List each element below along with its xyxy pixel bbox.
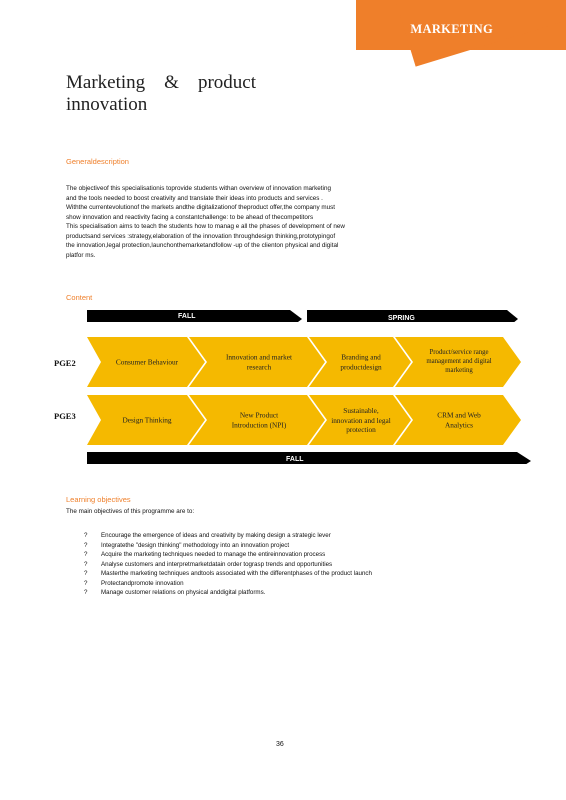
step-range-management-digital-marketing: Product/service range management and digital marketing [426, 348, 492, 374]
bullet-icon: ? [84, 551, 88, 558]
description-line: the innovation,legal protection,launchonthemarketandfollow -up of the clienton physical and digital [66, 242, 339, 249]
description-line: and the tools needed to boost creativity and translate their ideas into products and services . [66, 194, 323, 202]
description-line: productsand services :strategy,elaboration of the innovation throughdesign thinking,prototypingof [66, 232, 336, 240]
learning-objectives-heading: Learning objectives [66, 495, 131, 504]
learning-objectives-intro: The main objectives of this programme are to: [66, 508, 195, 515]
list-item: ? Integratethe "design thinking" methodology into an innovation project [84, 541, 290, 549]
page-number: 36 [276, 741, 284, 748]
content-heading: Content [66, 293, 93, 302]
step-innovation-market-research: Innovation and market research [225, 352, 293, 371]
bullet-icon: ? [84, 579, 88, 587]
bottom-fall-bar [87, 450, 532, 464]
step-new-product-introduction: New Product Introduction (NPI) [231, 410, 287, 429]
bullet-icon: ? [84, 560, 88, 568]
bottom-fall-label: FALL [286, 456, 304, 463]
step-branding-product-design: Branding and productdesign [340, 352, 382, 371]
list-item: ? Analyse customers and interpretmarketdatain order tograsp trends and opportunities [84, 560, 333, 568]
page-title [66, 72, 256, 116]
page-title-line-1: Marketing & product [66, 72, 256, 93]
list-item: ? Encourage the emergence of ideas and creativity by making design a strategic lever [84, 532, 331, 539]
step-sustainable-innovation-legal: Sustainable, innovation and legal protection [331, 405, 391, 434]
description-line: platfor ms. [66, 251, 96, 259]
step-crm-web-analytics: CRM and Web Analytics [437, 410, 481, 429]
list-item: ? Acquire the marketing techniques needed to manage the entireinnovation process [84, 551, 326, 558]
list-item: ? Manage customer relations on physical anddigital platforms. [84, 589, 266, 596]
bullet-icon: ? [84, 589, 88, 596]
description-line: Withthe currentevolutionof the markets andthe digitalizationof theproduct offer,the company must [66, 204, 336, 211]
row-label-pge3: PGE3 [54, 411, 76, 421]
list-item: ? Protectandpromote innovation [84, 579, 184, 587]
objectives-list [66, 531, 486, 598]
bullet-icon: ? [84, 532, 88, 539]
list-item: ? Masterthe marketing techniques andtools associated with the differentphases of the product launch [84, 570, 372, 577]
description-line: show innovation and reactivity facing a constantchallenge: to be ahead of thecompetitors [66, 213, 314, 221]
general-description-text [66, 184, 490, 260]
step-consumer-behaviour: Consumer Behaviour [115, 357, 179, 367]
bullet-icon: ? [84, 570, 88, 577]
bullet-icon: ? [84, 541, 88, 549]
row-label-pge2: PGE2 [54, 358, 76, 368]
fall-label: FALL [178, 313, 196, 320]
general-description-heading: Generaldescription [66, 157, 129, 166]
step-design-thinking: Design Thinking [122, 415, 172, 425]
description-line: The objectiveof this specialisationis toprovide students withan overview of innovation marketing [66, 185, 331, 192]
spring-label: SPRING [388, 315, 415, 322]
description-line: This specialisation aims to teach the students how to manag e all the phases of development of new [66, 223, 345, 230]
page-title-line-2: innovation [66, 94, 148, 115]
section-label: MARKETING [410, 22, 493, 36]
